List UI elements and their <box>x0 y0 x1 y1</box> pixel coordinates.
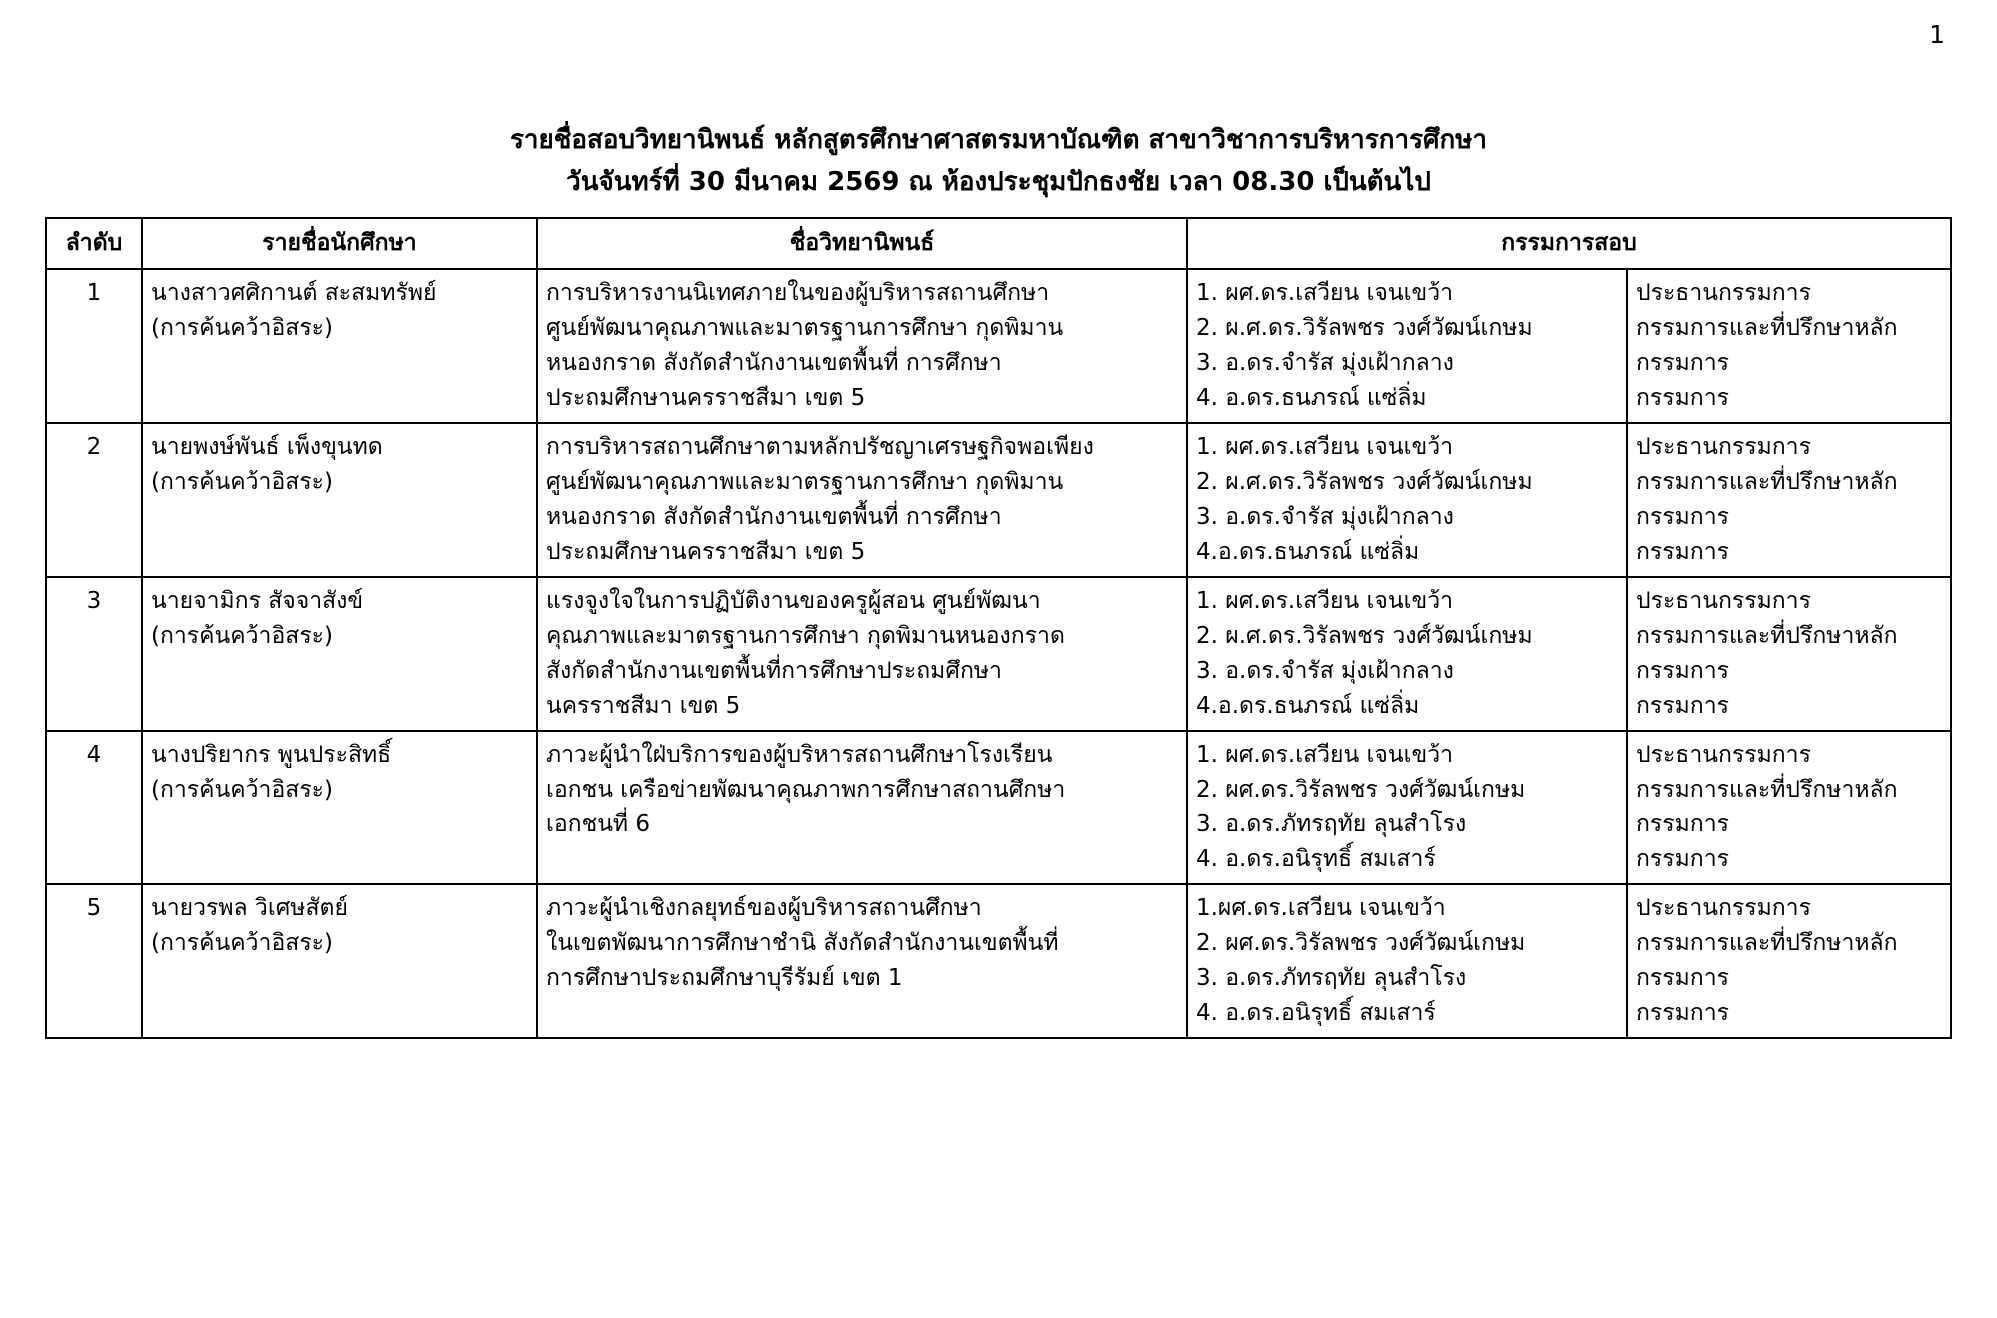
committee-role-line: ประธานกรรมการ <box>1635 587 1811 614</box>
cell-order-number: 5 <box>46 884 142 1038</box>
student-name-text: นางสาวศศิกานต์ สะสมทรัพย์ <box>150 280 437 307</box>
document-title-line-2: วันจันทร์ที่ 30 มีนาคม 2569 ณ ห้องประชุมปักธงชัย เวลา 08.30 เป็นต้นไป <box>566 166 1431 197</box>
committee-role-line: กรรมการ <box>1635 503 1729 530</box>
committee-role-line: กรรมการ <box>1635 965 1729 992</box>
committee-role-line: กรรมการ <box>1635 350 1729 377</box>
column-header-no: ลำดับ <box>46 218 142 269</box>
committee-member-line: 3. อ.ดร.จำรัส มุ่งเฝ้ากลาง <box>1195 350 1454 377</box>
committee-role-line: กรรมการ <box>1635 846 1729 873</box>
table-row <box>46 884 1951 1038</box>
cell-order-number: 2 <box>46 423 142 577</box>
cell-student-name <box>142 269 537 423</box>
committee-role-line: กรรมการและที่ปรึกษาหลัก <box>1635 468 1898 495</box>
committee-member-line: 1. ผศ.ดร.เสวียน เจนเขว้า <box>1195 587 1454 614</box>
committee-member-line: 4.อ.ดร.ธนภรณ์ แซ่ลิ่ม <box>1195 692 1420 719</box>
student-name-text: นางปริยากร พูนประสิทธิ์ <box>150 741 392 768</box>
committee-member-line: 2. ผศ.ดร.วิรัลพชร วงศ์วัฒน์เกษม <box>1195 930 1526 957</box>
thesis-title-line: ศูนย์พัฒนาคุณภาพและมาตรฐานการศึกษา กุดพิมาน <box>545 315 1064 342</box>
thesis-title-line: เอกชนที่ 6 <box>545 811 651 838</box>
student-name-text: นายพงษ์พันธ์ เพ็งขุนทด <box>150 433 383 460</box>
committee-role-line: กรรมการ <box>1635 811 1729 838</box>
exam-schedule-table <box>45 217 1952 1039</box>
committee-role-line: ประธานกรรมการ <box>1635 741 1811 768</box>
committee-role-line: ประธานกรรมการ <box>1635 433 1811 460</box>
cell-order-number: 4 <box>46 731 142 885</box>
committee-role-line: กรรมการ <box>1635 657 1729 684</box>
cell-thesis-title <box>537 423 1187 577</box>
table-row <box>46 577 1951 731</box>
committee-member-line: 2. ผศ.ดร.วิรัลพชร วงศ์วัฒน์เกษม <box>1195 776 1526 803</box>
thesis-title-line: การบริหารงานนิเทศภายในของผู้บริหารสถานศึกษา <box>545 280 1050 307</box>
cell-thesis-title <box>537 577 1187 731</box>
committee-member-line: 2. ผ.ศ.ดร.วิรัลพชร วงศ์วัฒน์เกษม <box>1195 622 1533 649</box>
committee-member-line: 2. ผ.ศ.ดร.วิรัลพชร วงศ์วัฒน์เกษม <box>1195 315 1533 342</box>
cell-student-name <box>142 577 537 731</box>
committee-member-line: 4. อ.ดร.อนิรุทธิ์ สมเสาร์ <box>1195 1000 1436 1027</box>
cell-committee-members <box>1187 884 1627 1038</box>
thesis-title-line: ในเขตพัฒนาการศึกษาชำนิ สังกัดสำนักงานเขตพื้นที่ <box>545 930 1059 957</box>
committee-member-line: 4. อ.ดร.ธนภรณ์ แซ่ลิ่ม <box>1195 385 1427 411</box>
cell-committee-roles <box>1627 731 1951 885</box>
committee-role-line: ประธานกรรมการ <box>1635 280 1811 307</box>
thesis-title-line: หนองกราด สังกัดสำนักงานเขตพื้นที่ การศึกษา <box>545 350 1002 377</box>
thesis-title-line: ภาวะผู้นำใฝ่บริการของผู้บริหารสถานศึกษาโรงเรียน <box>545 741 1053 768</box>
committee-role-line: กรรมการ <box>1635 1000 1729 1027</box>
table-header <box>46 218 1951 269</box>
cell-student-name <box>142 423 537 577</box>
column-header-thesis-title: ชื่อวิทยานิพนธ์ <box>537 218 1187 269</box>
thesis-title-line: เอกชน เครือข่ายพัฒนาคุณภาพการศึกษาสถานศึกษา <box>545 776 1066 803</box>
student-study-type: (การค้นคว้าอิสระ) <box>150 622 334 649</box>
student-study-type: (การค้นคว้าอิสระ) <box>150 776 334 803</box>
committee-role-line: กรรมการและที่ปรึกษาหลัก <box>1635 930 1898 957</box>
table-row <box>46 423 1951 577</box>
cell-committee-members <box>1187 269 1627 423</box>
thesis-title-line: แรงจูงใจในการปฏิบัติงานของครูผู้สอน ศูนย์พัฒนา <box>545 587 1041 614</box>
committee-role-line: ประธานกรรมการ <box>1635 895 1811 922</box>
thesis-title-line: การศึกษาประถมศึกษาบุรีรัมย์ เขต 1 <box>545 965 903 992</box>
thesis-title-line: ประถมศึกษานครราชสีมา เขต 5 <box>545 385 866 411</box>
table-header-row <box>46 218 1951 269</box>
committee-role-line: กรรมการ <box>1635 692 1729 719</box>
thesis-title-line: คุณภาพและมาตรฐานการศึกษา กุดพิมานหนองกราด <box>545 622 1065 649</box>
thesis-title-line: การบริหารสถานศึกษาตามหลักปรัชญาเศรษฐกิจพอเพียง <box>545 433 1094 460</box>
page-number: 1 <box>1929 20 1945 49</box>
thesis-title-line: หนองกราด สังกัดสำนักงานเขตพื้นที่ การศึกษา <box>545 503 1002 530</box>
committee-member-line: 1. ผศ.ดร.เสวียน เจนเขว้า <box>1195 741 1454 768</box>
thesis-title-line: ศูนย์พัฒนาคุณภาพและมาตรฐานการศึกษา กุดพิมาน <box>545 468 1064 495</box>
thesis-title-line: ประถมศึกษานครราชสีมา เขต 5 <box>545 538 866 565</box>
cell-student-name <box>142 731 537 885</box>
committee-member-line: 2. ผ.ศ.ดร.วิรัลพชร วงศ์วัฒน์เกษม <box>1195 468 1533 495</box>
committee-member-line: 1. ผศ.ดร.เสวียน เจนเขว้า <box>1195 433 1454 460</box>
committee-role-line: กรรมการและที่ปรึกษาหลัก <box>1635 776 1898 803</box>
table-body <box>46 269 1951 1038</box>
cell-committee-members <box>1187 577 1627 731</box>
committee-role-line: กรรมการและที่ปรึกษาหลัก <box>1635 315 1898 342</box>
committee-role-line: กรรมการ <box>1635 538 1729 565</box>
thesis-title-line: นครราชสีมา เขต 5 <box>545 692 741 719</box>
column-header-committee: กรรมการสอบ <box>1187 218 1951 269</box>
student-study-type: (การค้นคว้าอิสระ) <box>150 930 334 957</box>
committee-role-line: กรรมการ <box>1635 385 1729 411</box>
table-row <box>46 731 1951 885</box>
cell-thesis-title <box>537 731 1187 885</box>
student-name-text: นายจามิกร สัจจาสังข์ <box>150 587 364 614</box>
cell-committee-roles <box>1627 884 1951 1038</box>
committee-member-line: 4. อ.ดร.อนิรุทธิ์ สมเสาร์ <box>1195 846 1436 873</box>
student-study-type: (การค้นคว้าอิสระ) <box>150 468 334 495</box>
cell-thesis-title <box>537 884 1187 1038</box>
document-header <box>0 0 1997 203</box>
cell-order-number: 1 <box>46 269 142 423</box>
thesis-title-line: สังกัดสำนักงานเขตพื้นที่การศึกษาประถมศึกษา <box>545 657 1002 684</box>
committee-member-line: 3. อ.ดร.ภัทรฤทัย ลุนสำโรง <box>1195 811 1467 838</box>
cell-order-number: 3 <box>46 577 142 731</box>
cell-thesis-title <box>537 269 1187 423</box>
student-name-text: นายวรพล วิเศษสัตย์ <box>150 895 348 922</box>
cell-committee-roles <box>1627 423 1951 577</box>
committee-member-line: 1.ผศ.ดร.เสวียน เจนเขว้า <box>1195 895 1446 922</box>
committee-member-line: 3. อ.ดร.จำรัส มุ่งเฝ้ากลาง <box>1195 657 1454 684</box>
cell-committee-members <box>1187 423 1627 577</box>
table-row <box>46 269 1951 423</box>
column-header-student-name: รายชื่อนักศึกษา <box>142 218 537 269</box>
cell-committee-members <box>1187 731 1627 885</box>
cell-student-name <box>142 884 537 1038</box>
document-title-line-1: รายชื่อสอบวิทยานิพนธ์ หลักสูตรศึกษาศาสตรมหาบัณฑิต สาขาวิชาการบริหารการศึกษา <box>509 125 1488 155</box>
thesis-title-line: ภาวะผู้นำเชิงกลยุทธ์ของผู้บริหารสถานศึกษา <box>545 895 982 922</box>
committee-member-line: 4.อ.ดร.ธนภรณ์ แซ่ลิ่ม <box>1195 538 1420 565</box>
cell-committee-roles <box>1627 269 1951 423</box>
committee-member-line: 3. อ.ดร.จำรัส มุ่งเฝ้ากลาง <box>1195 503 1454 530</box>
cell-committee-roles <box>1627 577 1951 731</box>
committee-member-line: 1. ผศ.ดร.เสวียน เจนเขว้า <box>1195 280 1454 307</box>
student-study-type: (การค้นคว้าอิสระ) <box>150 315 334 342</box>
committee-role-line: กรรมการและที่ปรึกษาหลัก <box>1635 622 1898 649</box>
committee-member-line: 3. อ.ดร.ภัทรฤทัย ลุนสำโรง <box>1195 965 1467 992</box>
